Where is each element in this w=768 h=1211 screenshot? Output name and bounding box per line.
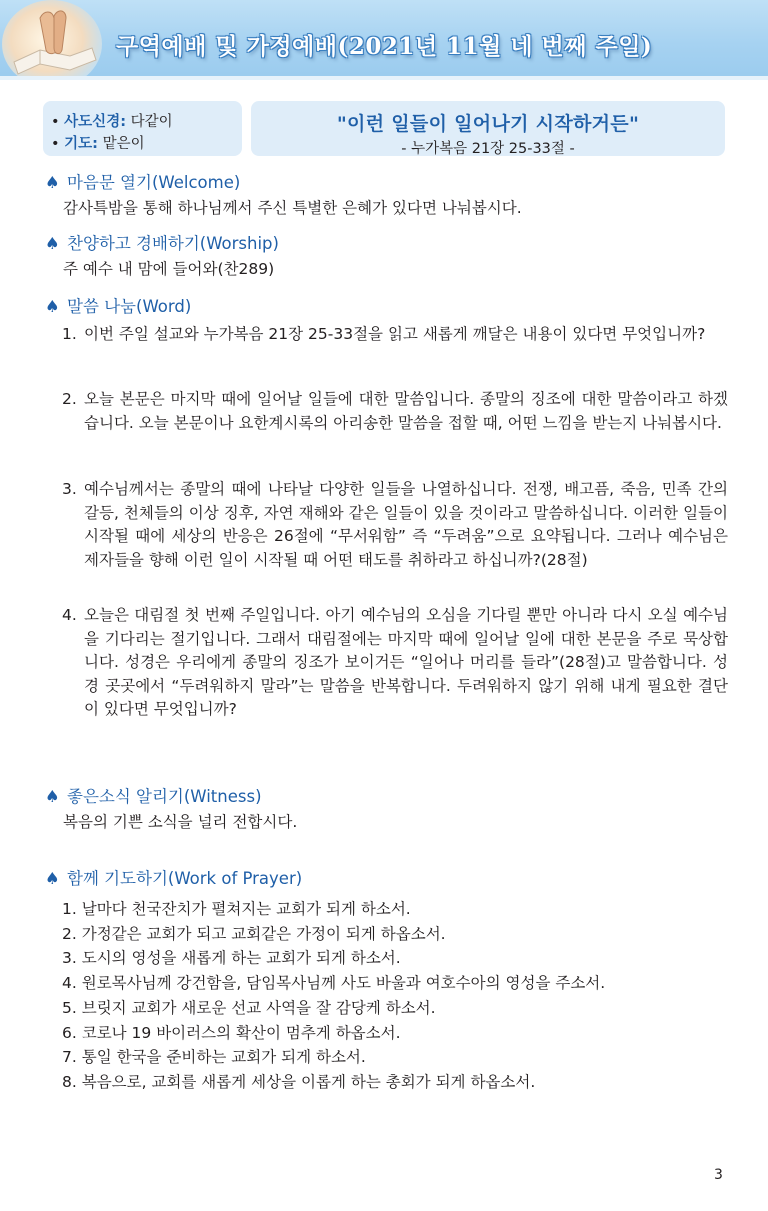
prayer-item: 6. 코로나 19 바이러스의 확산이 멈추게 하옵소서. (62, 1023, 401, 1042)
prayer-item: 3. 도시의 영성을 새롭게 하는 교회가 되게 하소서. (62, 949, 401, 968)
header-banner (0, 0, 768, 80)
question-text: 이번 주일 설교와 누가복음 21장 25-33절을 읽고 새롭게 깨달은 내용이 있다면 무엇입니까? (84, 325, 706, 343)
question-text: 오늘은 대림절 첫 번째 주일입니다. 아기 예수님의 오심을 기다릴 뿐만 아니라 다시 오실 예수님을 기다리는 절기입니다. 그래서 대림절에는 마지막 때에 일어날 일에 대한 본문을 주로 묵상합니다. 성경은 우리에게 종말의 징조가 보이거든 “일어나 머리를 들라”(28절)고 말씀합니다. 성경 곳곳에서 “두려워하지 말라”는 말씀을 반복합니다. 두려워하지 않기 위해 내게 필요한 결단이 있다면 무엇입니까? (84, 606, 728, 718)
spade-icon: ♠ (45, 869, 60, 888)
banner-divider (0, 76, 768, 80)
section-worship (45, 233, 745, 281)
prayer-item: 1. 날마다 천국잔치가 펼쳐지는 교회가 되게 하소서. (62, 900, 411, 918)
creed-value: 다같이 (130, 114, 173, 130)
section-heading (45, 786, 745, 808)
page-number: 3 (714, 1167, 723, 1183)
section-witness (45, 786, 745, 834)
worship-order-box (43, 101, 242, 156)
section-heading-text: 말씀 나눔(Word) (67, 297, 192, 316)
question-number: 1. (62, 325, 77, 343)
prayer-item: 4. 원로목사님께 강건함을, 담임목사님께 사도 바울과 여호수아의 영성을 주소서. (62, 974, 606, 993)
section-heading (45, 868, 745, 890)
praying-hands-bible-icon (0, 0, 112, 80)
spade-icon: ♠ (45, 234, 60, 253)
section-body: 주 예수 내 맘에 들어와(찬289) (63, 260, 275, 278)
sermon-title-box (251, 101, 725, 156)
question-item (62, 323, 728, 347)
section-heading-text: 마음문 열기(Welcome) (67, 173, 241, 192)
bullet-dot: • (51, 114, 65, 130)
section-word (45, 296, 745, 318)
section-heading-text: 찬양하고 경배하기(Worship) (67, 234, 279, 253)
section-heading-text: 함께 기도하기(Work of Prayer) (67, 869, 303, 888)
prayer-item: 8. 복음으로, 교회를 새롭게 세상을 이롭게 하는 총회가 되게 하옵소서. (62, 1072, 536, 1091)
question-item (62, 478, 728, 572)
prayer-label: 기도: (64, 136, 98, 152)
question-item (62, 388, 728, 435)
creed-line (51, 111, 242, 133)
section-heading (45, 233, 745, 255)
section-prayer (45, 868, 745, 890)
creed-label: 사도신경: (64, 114, 126, 130)
spade-icon: ♠ (45, 297, 60, 316)
prayer-item: 5. 브릿지 교회가 새로운 선교 사역을 잘 감당케 하소서. (62, 998, 436, 1017)
section-heading-text: 좋은소식 알리기(Witness) (67, 787, 262, 806)
section-heading (45, 172, 745, 194)
prayer-line (51, 133, 242, 155)
section-heading (45, 296, 745, 318)
section-welcome (45, 172, 745, 220)
spade-icon: ♠ (45, 787, 60, 806)
sermon-title: "이런 일들이 일어나기 시작하거든" (336, 113, 640, 135)
question-number: 3. (62, 480, 77, 498)
sermon-scripture: - 누가복음 21장 25-33절 - (401, 141, 575, 157)
section-body: 감사특밤을 통해 하나님께서 주신 특별한 은혜가 있다면 나눠봅시다. (63, 199, 522, 217)
prayer-value: 맡은이 (102, 136, 145, 152)
question-text: 예수님께서는 종말의 때에 나타날 다양한 일들을 나열하십니다. 전쟁, 배고픔, 죽음, 민족 간의 갈등, 천체들의 이상 징후, 자연 재해와 같은 일들이 있을 것이라고 말씀하십니다. 이러한 일들이 시작될 때에 세상의 반응은 26절에 “무서워함” 즉 “두려움”으로 요약됩니다. 그러나 예수님은 제자들을 향해 이런 일이 시작될 때 어떤 태도를 취하라고 하십니까?(28절) (84, 480, 728, 569)
bullet-dot: • (51, 136, 65, 152)
prayer-item: 7. 통일 한국을 준비하는 교회가 되게 하소서. (62, 1048, 366, 1067)
question-number: 4. (62, 606, 77, 624)
prayer-item: 2. 가정같은 교회가 되고 교회같은 가정이 되게 하옵소서. (62, 924, 446, 943)
question-item (62, 604, 728, 722)
spade-icon: ♠ (45, 173, 60, 192)
page-title: 구역예배 및 가정예배(2021년 11월 네 번째 주일) (116, 33, 653, 60)
prayer-list (62, 897, 728, 1095)
section-body: 복음의 기쁜 소식을 널리 전합시다. (63, 813, 298, 831)
question-number: 2. (62, 390, 77, 408)
question-text: 오늘 본문은 마지막 때에 일어날 일들에 대한 말씀입니다. 종말의 징조에 대한 말씀이라고 하겠습니다. 오늘 본문이나 요한계시록의 아리송한 말씀을 접할 때, 어떤 느낌을 받는지 나눠봅시다. (84, 390, 728, 432)
